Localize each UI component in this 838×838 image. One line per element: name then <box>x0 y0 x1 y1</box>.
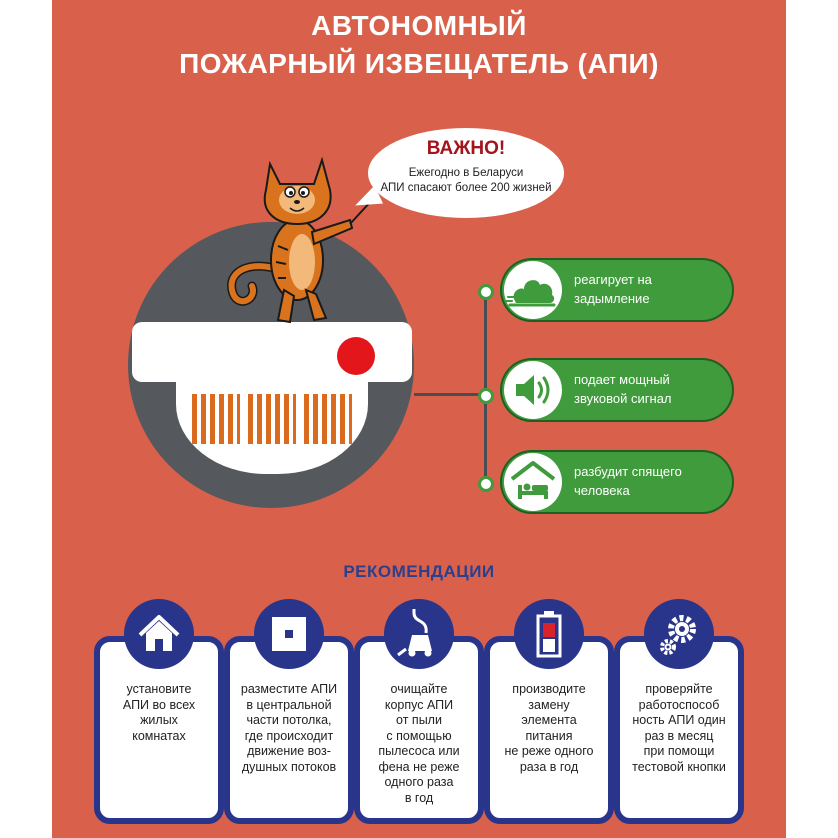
recommendation-text <box>494 682 604 775</box>
house-icon <box>124 599 194 669</box>
ceiling-detector-icon <box>254 599 324 669</box>
recommendation-line: с помощью <box>386 728 452 743</box>
recommendations-title: РЕКОМЕНДАЦИИ <box>343 562 495 581</box>
gears-icon <box>644 599 714 669</box>
recommendation-line: питания <box>525 728 573 743</box>
recommendation-line: корпус АПИ <box>384 697 454 712</box>
feature-text <box>574 370 724 408</box>
recommendation-text <box>234 682 344 775</box>
recommendation-line: не реже одного <box>504 744 594 758</box>
recommendation-line: в год <box>404 790 434 805</box>
feature-text-line: звуковой сигнал <box>574 391 672 406</box>
recommendation-text <box>104 682 214 744</box>
connector-dot <box>478 284 494 300</box>
recommendation-line: очищайте <box>390 682 448 696</box>
recommendation-line: комнатах <box>132 728 186 743</box>
important-text-line: Ежегодно в Беларуси <box>408 167 524 179</box>
recommendation-line: замену <box>528 697 570 712</box>
feature-text-line: подает мощный <box>574 372 670 387</box>
page-title-line2: ПОЖАРНЫЙ ИЗВЕЩАТЕЛЬ (АПИ) <box>179 48 659 79</box>
recommendation-line: фена не реже <box>378 759 460 774</box>
recommendation-line: при помощи <box>643 744 715 758</box>
feature-text-line: задымление <box>574 291 650 306</box>
connector-horizontal-line <box>414 393 486 396</box>
recommendation-line: элемента <box>521 713 577 727</box>
recommendation-line: одного раза <box>384 775 454 789</box>
sleeping-person-icon <box>504 453 562 511</box>
important-text-line: АПИ спасают более 200 жизней <box>380 182 552 194</box>
recommendation-line: раз в месяц <box>644 728 714 743</box>
feature-text-line: разбудит спящего <box>574 464 682 479</box>
recommendation-line: части потолка, <box>246 713 332 727</box>
feature-text-line: реагирует на <box>574 272 652 287</box>
connector-dot <box>478 388 494 404</box>
recommendation-line: проверяйте <box>645 682 713 696</box>
poster <box>52 0 786 838</box>
battery-icon <box>514 599 584 669</box>
cat-mascot-icon <box>222 150 372 330</box>
page-title-line1: АВТОНОМНЫЙ <box>311 10 527 41</box>
feature-sound <box>500 358 734 422</box>
detector-vent <box>304 394 352 444</box>
recommendation-line: АПИ во всех <box>122 697 196 712</box>
recommendation-line: установите <box>126 682 192 696</box>
recommendation-line: движение воз- <box>247 744 331 758</box>
vacuum-cleaner-icon <box>384 599 454 669</box>
connector-dot <box>478 476 494 492</box>
recommendation-text <box>364 682 474 806</box>
recommendation-line: ность АПИ один <box>632 713 726 727</box>
recommendation-line: где происходит <box>244 728 334 743</box>
recommendation-line: разместите АПИ <box>240 682 338 696</box>
feature-text <box>574 462 724 500</box>
recommendation-line: раза в год <box>519 759 579 774</box>
important-text <box>378 166 554 196</box>
feature-text <box>574 270 724 308</box>
detector-vent <box>248 394 296 444</box>
feature-text-line: человека <box>574 483 630 498</box>
smoke-icon <box>504 261 562 319</box>
recommendation-line: производите <box>512 682 586 696</box>
recommendation-line: работоспособ <box>638 697 720 712</box>
recommendation-line: пылесоса или <box>378 744 460 758</box>
recommendation-line: от пыли <box>396 713 442 727</box>
important-heading: ВАЖНО! <box>426 138 506 159</box>
recommendation-line: тестовой кнопки <box>632 759 726 774</box>
recommendation-line: в центральной <box>246 697 332 712</box>
recommendation-line: душных потоков <box>241 759 337 774</box>
detector-indicator-light <box>337 337 375 375</box>
speaker-icon <box>504 361 562 419</box>
feature-wake <box>500 450 734 514</box>
feature-smoke <box>500 258 734 322</box>
recommendation-text <box>624 682 734 775</box>
detector-vent <box>192 394 240 444</box>
recommendation-line: жилых <box>140 713 178 727</box>
